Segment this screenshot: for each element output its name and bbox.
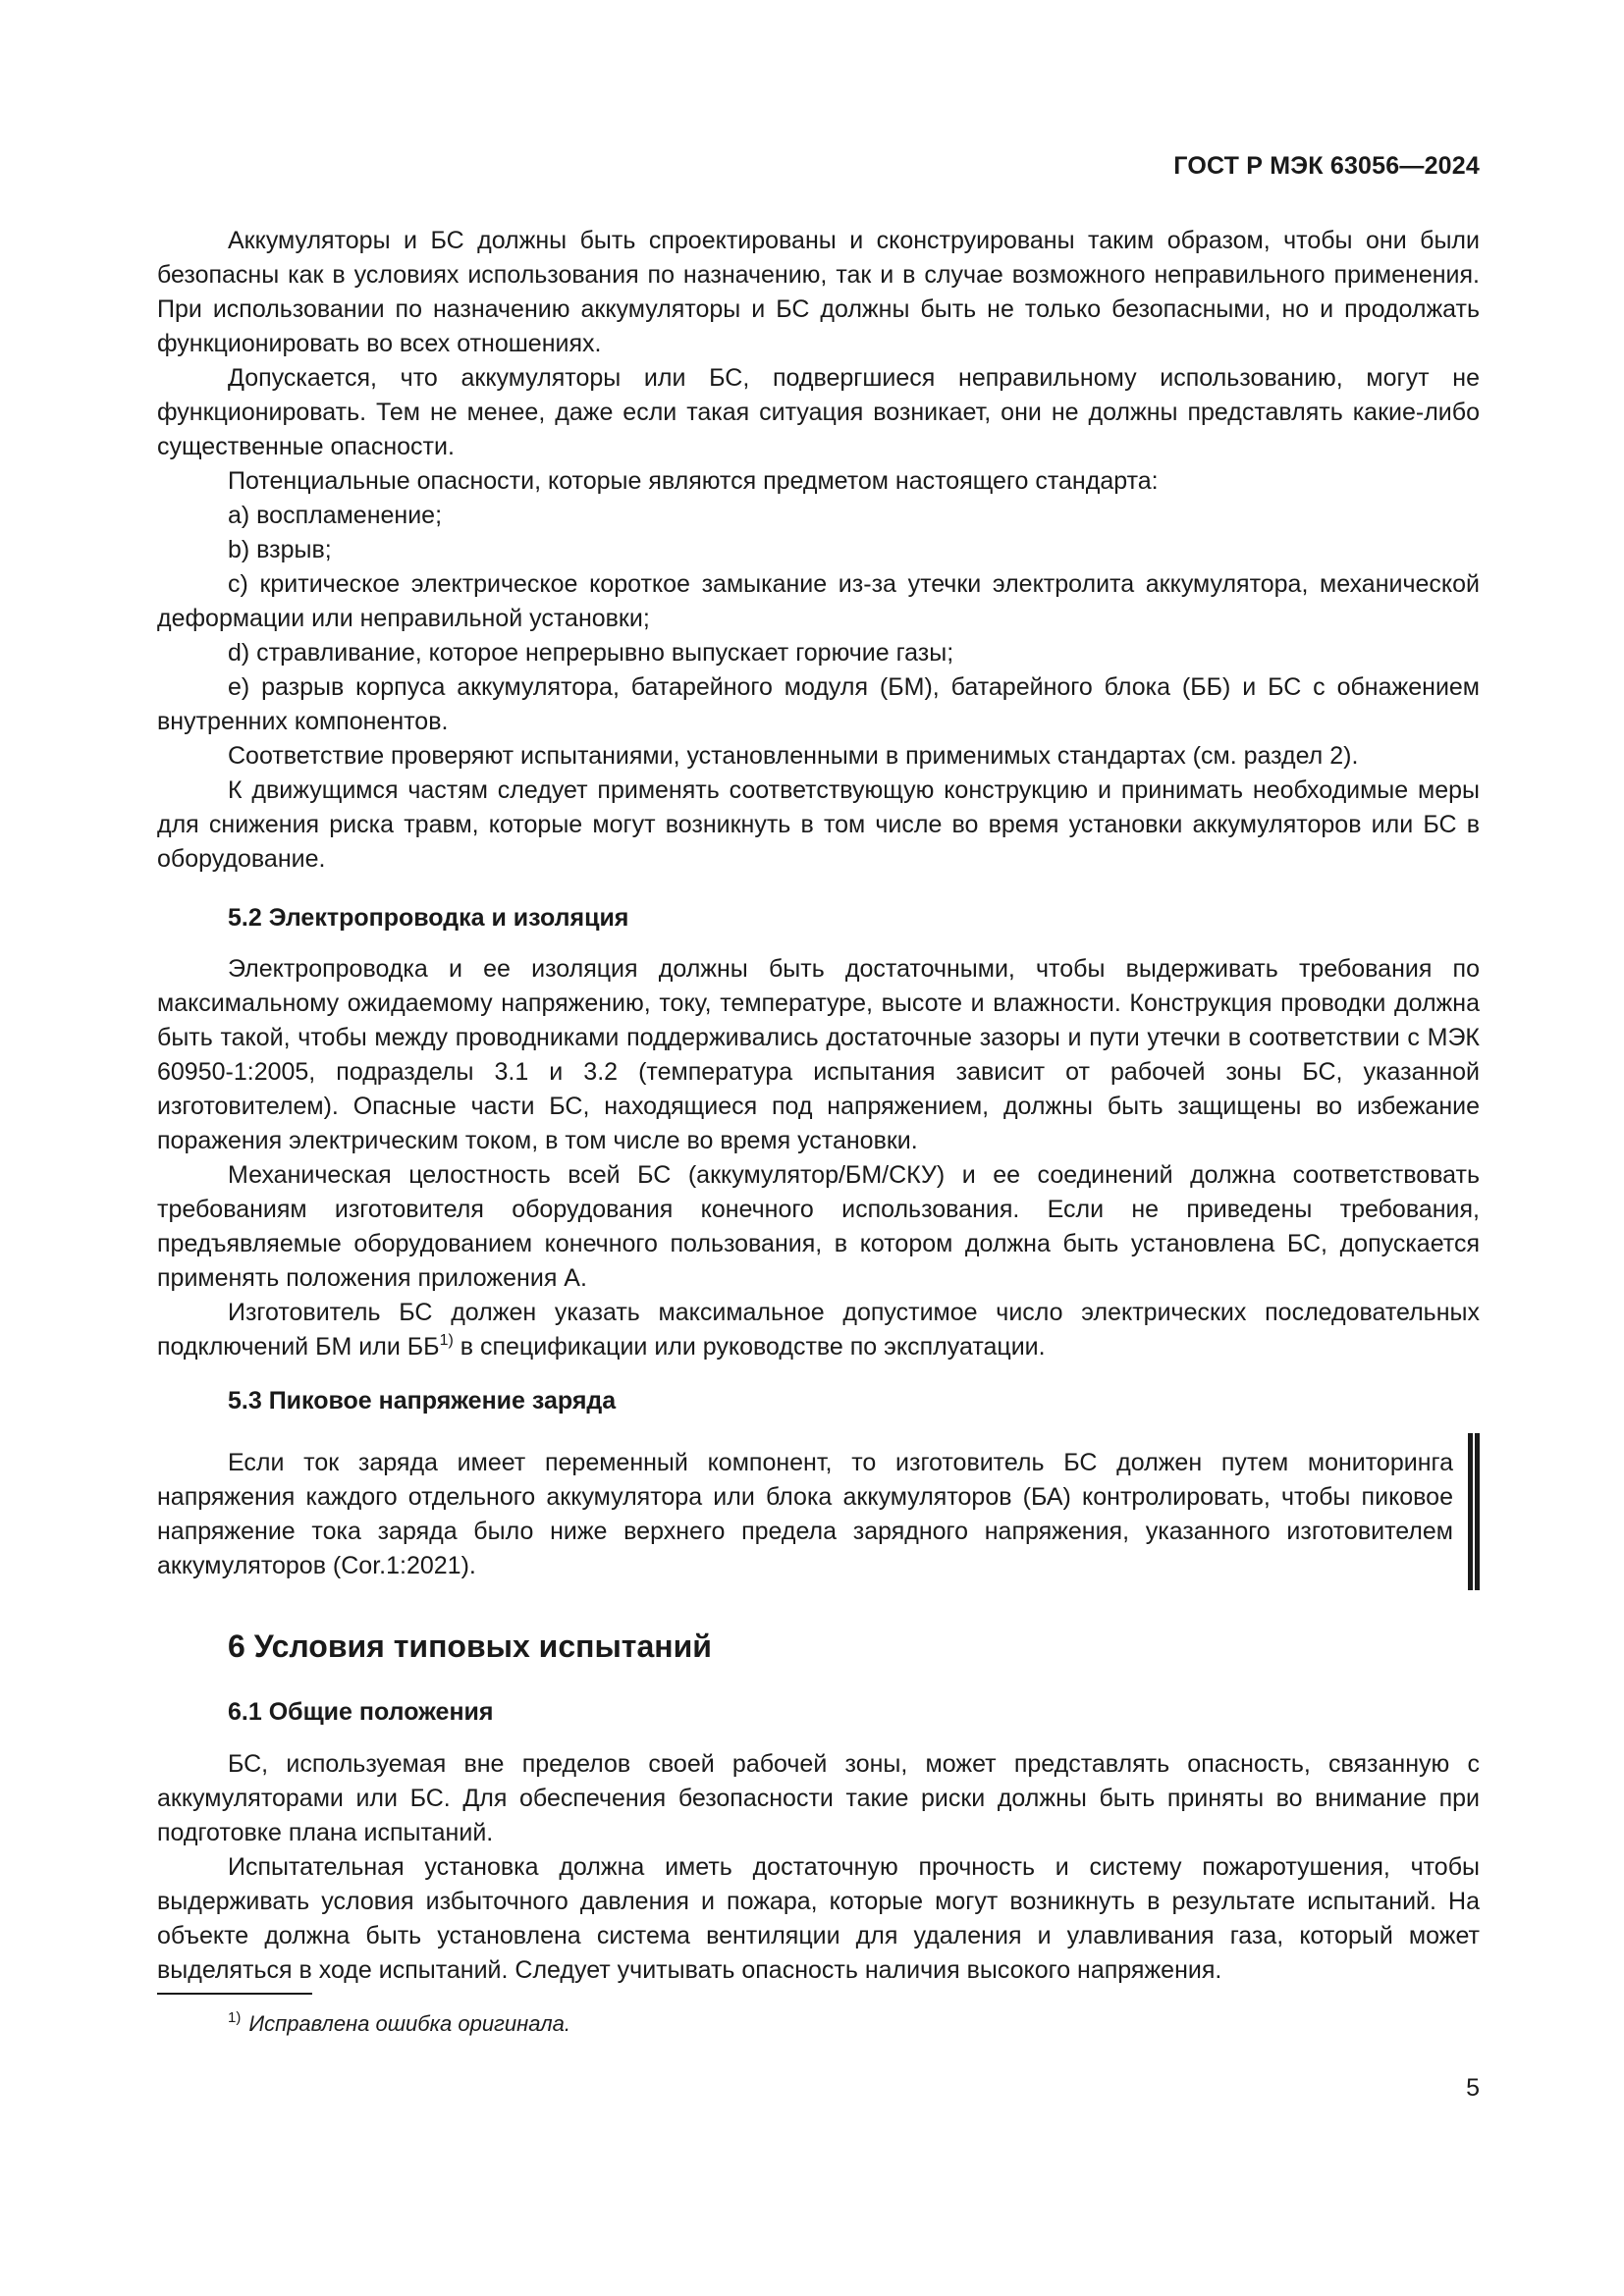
section-5-2 <box>157 901 1480 935</box>
section-heading: 6 Условия типовых испытаний <box>228 1629 712 1664</box>
standard-header: ГОСТ Р МЭК 63056—2024 <box>1173 152 1480 180</box>
paragraph-text: в спецификации или руководстве по эксплуатации. <box>453 1333 1046 1361</box>
paragraph: БС, используемая вне пределов своей рабочей зоны, может представлять опасность, связанную с аккумуляторами или БС. Для обеспечения безопасности такие риски должны быть приняты во внимание при подготовке плана испытаний. <box>157 1750 1480 1846</box>
list-item: c) критическое электрическое короткое замыкание из-за утечки электролита аккумулятора, механической деформации или неправильной установки; <box>157 570 1480 632</box>
section-5-2-body <box>157 952 1480 1364</box>
footnote-mark: 1) <box>228 2009 242 2026</box>
paragraph: Потенциальные опасности, которые являются предметом настоящего стандарта: <box>228 467 1159 495</box>
paragraph: Электропроводка и ее изоляция должны быть достаточными, чтобы выдерживать требования по максимальному ожидаемому напряжению, току, температуре, высоте и влажности. Конструкция проводки должна быть такой, чтобы между проводниками поддерживались достаточные зазоры и пути утечки в соответствии с МЭК 60950-1:2005, подразделы 3.1 и 3.2 (температура испытания зависит от рабочей зоны БС, указанной изготовителем). Опасные части БС, находящиеся под напряжением, должны быть защищены во избежание поражения электрическим током, в том числе во время установки. <box>157 955 1480 1154</box>
section-heading: 5.3 Пиковое напряжение заряда <box>228 1387 617 1415</box>
page-number: 5 <box>1466 2074 1480 2102</box>
paragraph: Если ток заряда имеет переменный компонент, то изготовитель БС должен путем мониторинга напряжения каждого отдельного аккумулятора или блока аккумуляторов (БА) контролировать, чтобы пиковое напряжение тока заряда было ниже верхнего предела зарядного напряжения, указанного изготовителем аккумуляторов (Cor.1:2021). <box>157 1449 1453 1579</box>
paragraph: Механическая целостность всей БС (аккумулятор/БМ/СКУ) и ее соединений должна соответствовать требованиям изготовителя оборудования конечного использования. Если не приведены требования, предъявляемые оборудованием конечного пользования, в котором должна быть установлена БС, допускается применять положения приложения А. <box>157 1161 1480 1292</box>
section-heading: 6.1 Общие положения <box>228 1698 494 1726</box>
change-bar <box>1475 1433 1480 1590</box>
paragraph-with-footnote <box>157 1296 1480 1364</box>
section-heading: 5.2 Электропроводка и изоляция <box>228 904 629 932</box>
paragraph: Аккумуляторы и БС должны быть спроектированы и сконструированы таким образом, чтобы они были безопасны как в условиях использования по назначению, так и в случае возможного неправильного применения. При использовании по назначению аккумуляторы и БС должны быть не только безопасными, но и продолжать функционировать во всех отношениях. <box>157 227 1480 357</box>
paragraph-text: Изготовитель БС должен указать максимальное допустимое число электрических последовательных подключений БМ или ББ <box>157 1299 1480 1361</box>
section-5-3-body <box>157 1446 1453 1583</box>
footnote-text: Исправлена ошибка оригинала. <box>248 2011 570 2036</box>
intro-section <box>157 224 1480 877</box>
list-item: b) взрыв; <box>228 536 332 563</box>
footnote <box>228 2009 570 2039</box>
paragraph: Соответствие проверяют испытаниями, установленными в применимых стандартах (см. раздел 2). <box>228 742 1359 770</box>
list-item: a) воспламенение; <box>228 502 443 529</box>
footnote-reference: 1) <box>439 1332 454 1349</box>
paragraph: Допускается, что аккумуляторы или БС, подвергшиеся неправильному использованию, могут не функционировать. Тем не менее, даже если такая ситуация возникает, они не должны представлять какие-либо существенные опасности. <box>157 364 1480 460</box>
paragraph: К движущимся частям следует применять соответствующую конструкцию и принимать необходимые меры для снижения риска травм, которые могут возникнуть в том числе во время установки аккумуляторов или БС в оборудование. <box>157 776 1480 873</box>
paragraph: Испытательная установка должна иметь достаточную прочность и систему пожаротушения, чтобы выдерживать условия избыточного давления и пожара, которые могут возникнуть в результате испытаний. На объекте должна быть установлена система вентиляции для удаления и улавливания газа, который может выделяться в ходе испытаний. Следует учитывать опасность наличия высокого напряжения. <box>157 1853 1480 1984</box>
section-5-3 <box>157 1384 1480 1418</box>
section-6 <box>157 1627 1480 1666</box>
section-6-1-body <box>157 1747 1480 1988</box>
list-item: d) стравливание, которое непрерывно выпускает горючие газы; <box>228 639 954 667</box>
document-page <box>157 0 1480 2296</box>
change-bar <box>1468 1433 1473 1590</box>
section-6-1 <box>157 1695 1480 1730</box>
list-item: e) разрыв корпуса аккумулятора, батарейного модуля (БМ), батарейного блока (ББ) и БС с обнажением внутренних компонентов. <box>157 673 1480 735</box>
footnote-separator <box>157 1993 312 1995</box>
